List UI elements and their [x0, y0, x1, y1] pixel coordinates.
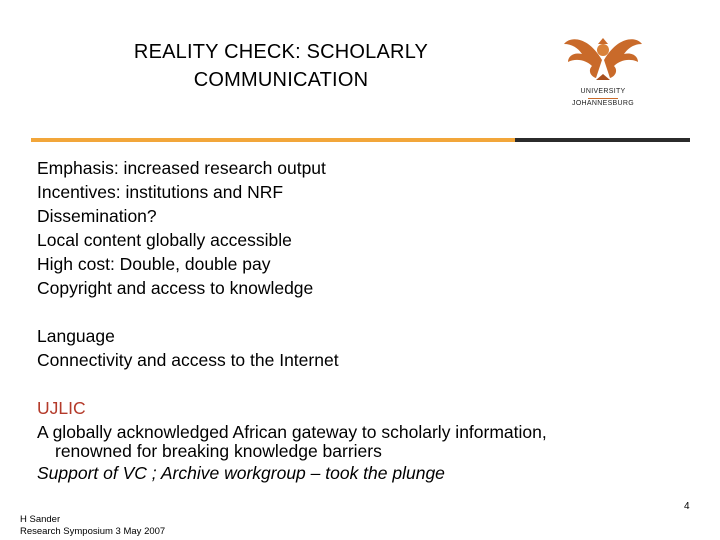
title-divider-dark	[515, 138, 690, 142]
slide-title-line1: REALITY CHECK: SCHOLARLY	[133, 41, 429, 63]
logo-separator	[588, 98, 618, 99]
text-line: Emphasis: increased research output	[37, 158, 326, 178]
footer-event: Research Symposium 3 May 2007	[20, 526, 166, 537]
text-line: Dissemination?	[37, 206, 157, 226]
page-number: 4	[684, 501, 690, 512]
ujlic-heading: UJLIC	[37, 398, 86, 418]
text-line: A globally acknowledged African gateway to scholarly information,	[37, 422, 547, 442]
text-line: Connectivity and access to the Internet	[37, 350, 339, 370]
content-block-3	[37, 396, 547, 485]
slide-title	[80, 38, 482, 94]
text-line-continued: renowned for breaking knowledge barriers	[55, 441, 382, 461]
text-line: Copyright and access to knowledge	[37, 278, 314, 298]
title-divider-orange	[31, 138, 515, 142]
footer	[20, 514, 165, 538]
content-block-2	[37, 324, 339, 372]
university-logo	[558, 30, 648, 112]
text-line-italic: Support of VC ; Archive workgroup – took the plunge	[37, 463, 445, 483]
logo-text-university: UNIVERSITY	[580, 88, 626, 95]
text-line: High cost: Double, double pay	[37, 254, 271, 274]
footer-author: H Sander	[20, 514, 61, 525]
university-crest-icon	[558, 30, 648, 86]
content-block-1	[37, 156, 326, 300]
slide-title-line2: COMMUNICATION	[193, 69, 369, 91]
text-line: Incentives: institutions and NRF	[37, 182, 284, 202]
logo-text-johannesburg: JOHANNESBURG	[572, 100, 634, 107]
text-line: Language	[37, 326, 115, 346]
text-line: Local content globally accessible	[37, 230, 292, 250]
